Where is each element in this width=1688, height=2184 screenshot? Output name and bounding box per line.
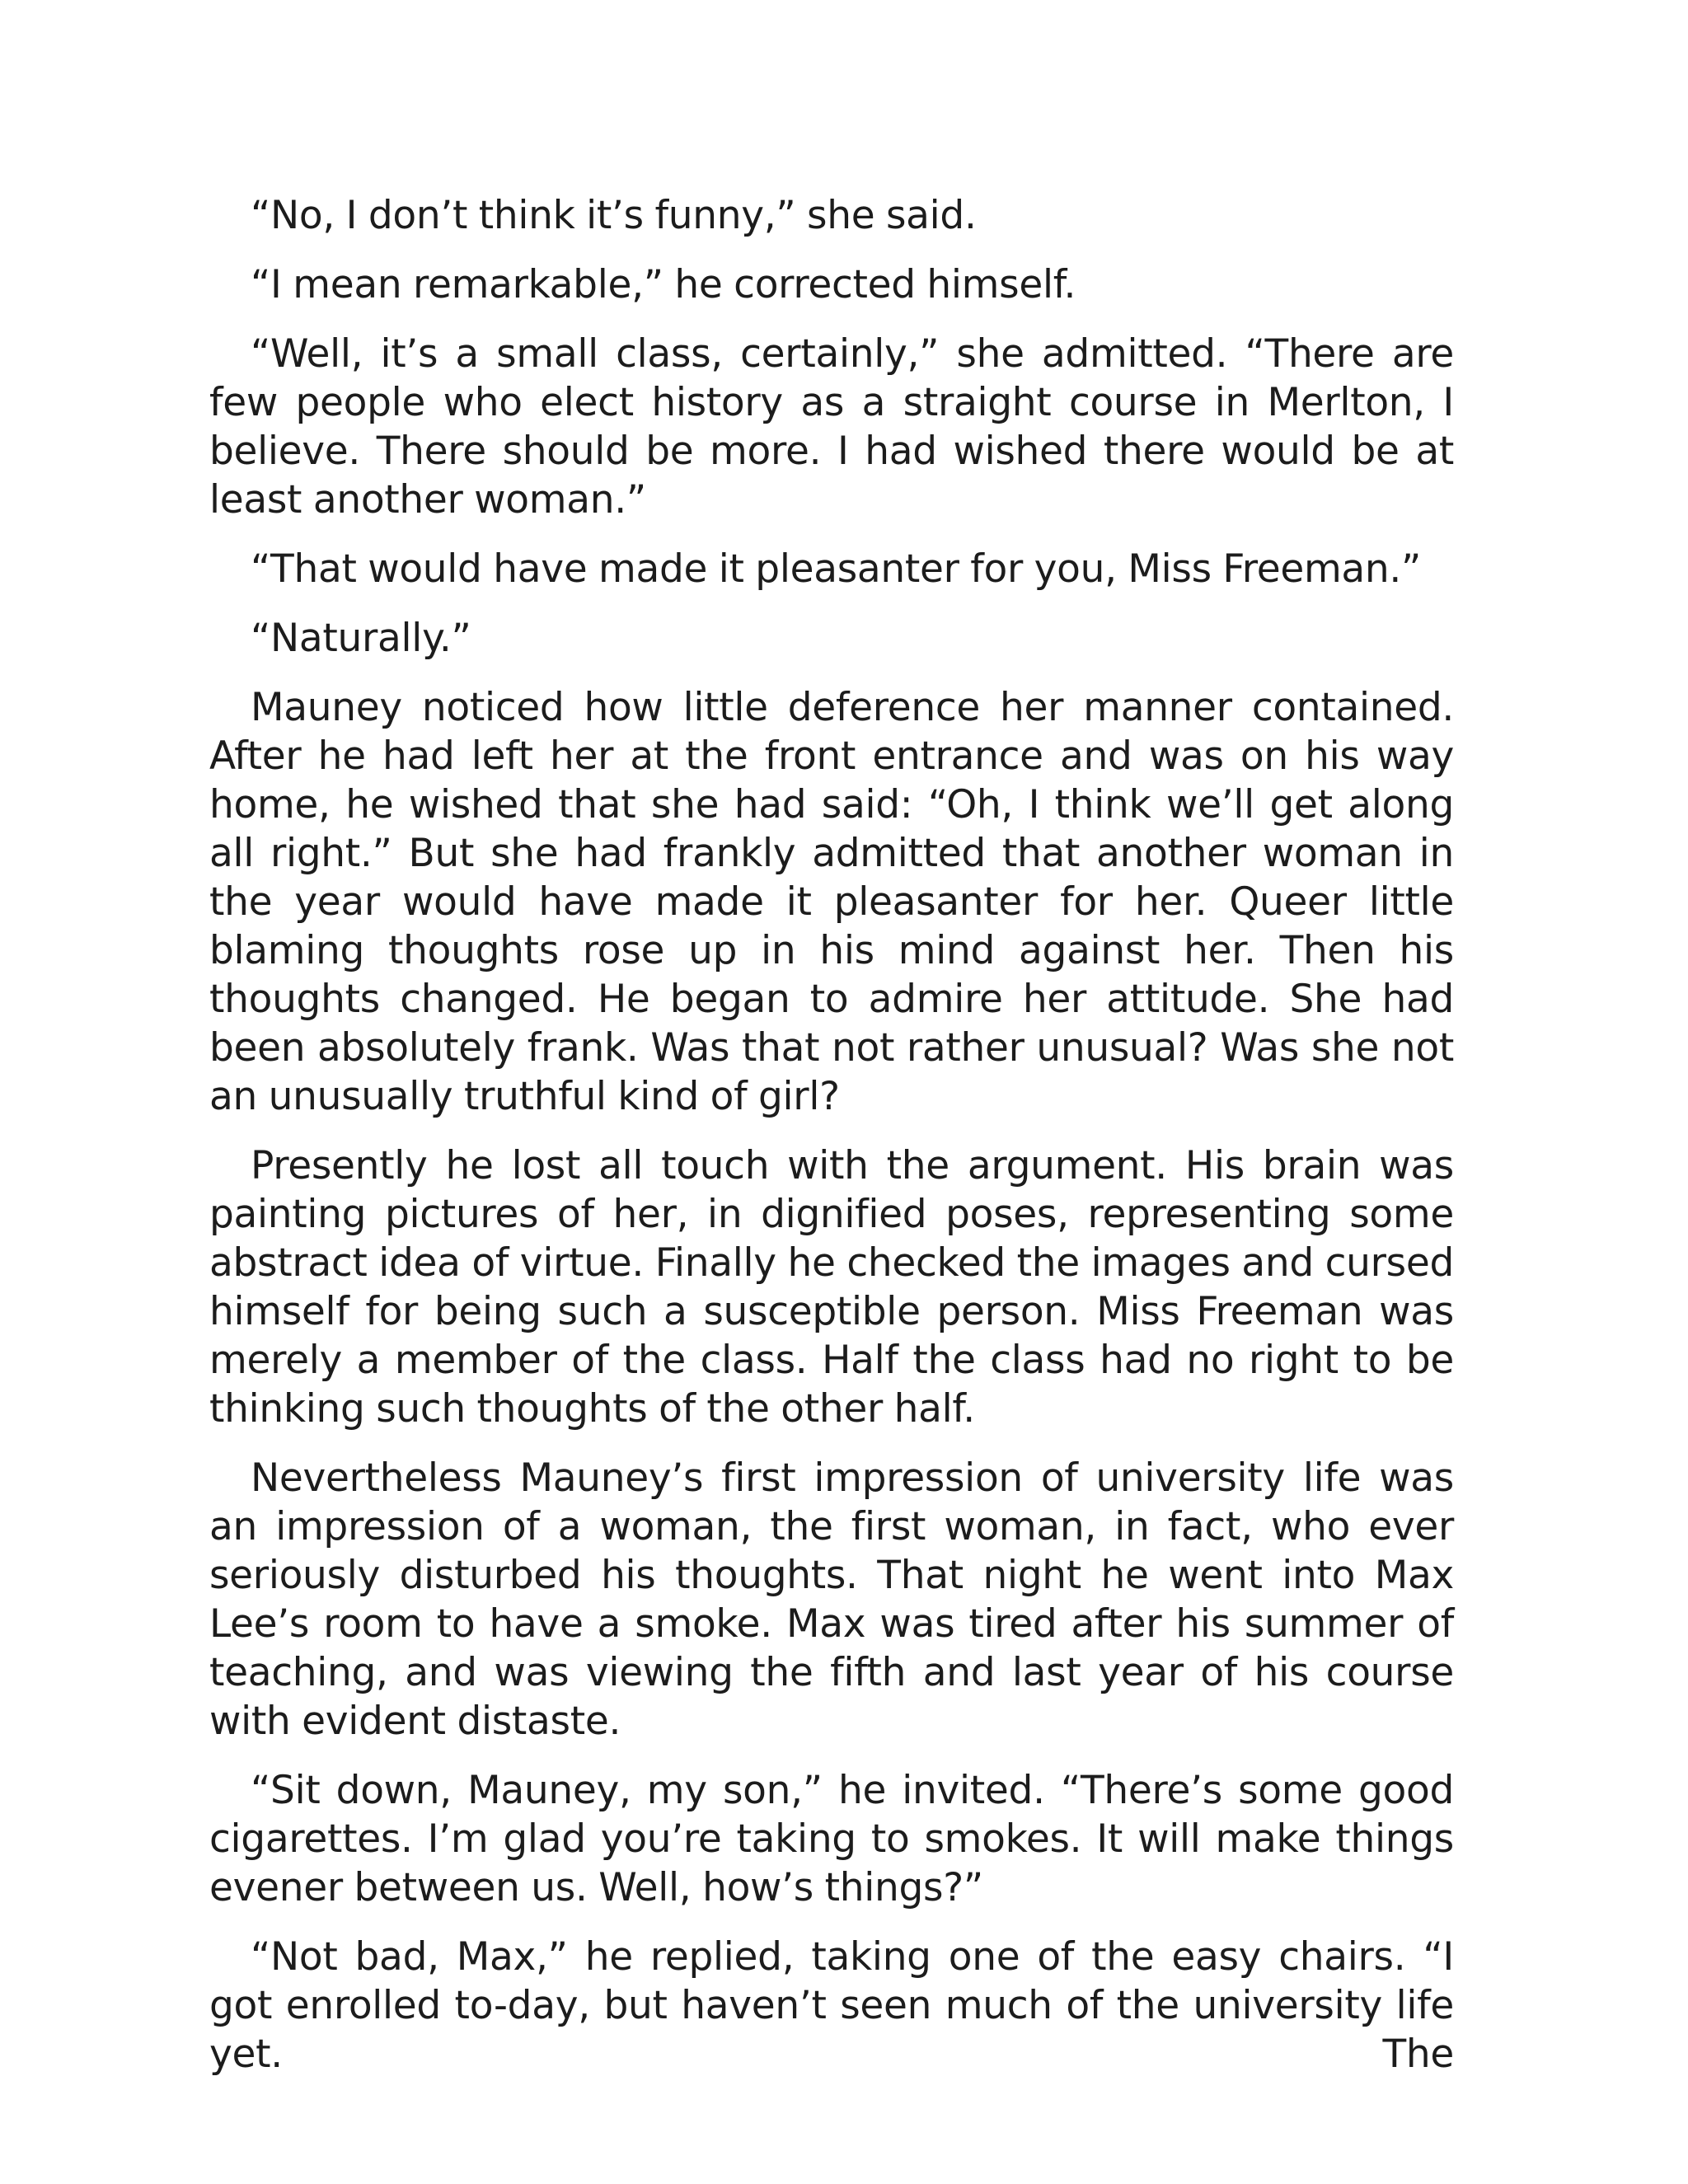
paragraph: “Naturally.” (251, 616, 471, 661)
page-body (209, 191, 1454, 2099)
paragraph: “I mean remarkable,” he corrected himself. (251, 262, 1076, 307)
paragraph: “Not bad, Max,” he replied, taking one of the easy chairs. “I got enrolled to-day, but haven’t seen much of the university life yet. The (209, 1934, 1454, 2077)
paragraph: “Sit down, Mauney, my son,” he invited. “There’s some good cigarettes. I’m glad you’re taking to smokes. It will make things evener between us. Well, how’s things?” (209, 1768, 1454, 1910)
paragraph: “That would have made it pleasanter for you, Miss Freeman.” (251, 546, 1422, 592)
paragraph: Presently he lost all touch with the argument. His brain was painting pictures of her, in dignified poses, representing some abstract idea of virtue. Finally he checked the images and cursed himself for being such a susceptible person. Miss Freeman was merely a member of the class. Half the class had no right to be thinking such thoughts of the other half. (209, 1143, 1454, 1432)
paragraph: “Well, it’s a small class, certainly,” she admitted. “There are few people who elect history as a straight course in Merlton, I believe. There should be more. I had wished there would be at least another woman.” (209, 331, 1454, 523)
paragraph: Mauney noticed how little deference her manner contained. After he had left her at the front entrance and was on his way home, he wished that she had said: “Oh, I think we’ll get along all right.” But she had frankly admitted that another woman in the year would have made it pleasanter for her. Queer little blaming thoughts rose up in his mind against her. Then his thoughts changed. He began to admire her attitude. She had been absolutely frank. Was that not rather unusual? Was she not an unusually truthful kind of girl? (209, 685, 1454, 1119)
paragraph: Nevertheless Mauney’s first impression of university life was an impression of a woman, the first woman, in fact, who ever seriously disturbed his thoughts. That night he went into Max Lee’s room to have a smoke. Max was tired after his summer of teaching, and was viewing the fifth and last year of his course with evident distaste. (209, 1455, 1454, 1744)
paragraph: “No, I don’t think it’s funny,” she said. (251, 193, 977, 238)
